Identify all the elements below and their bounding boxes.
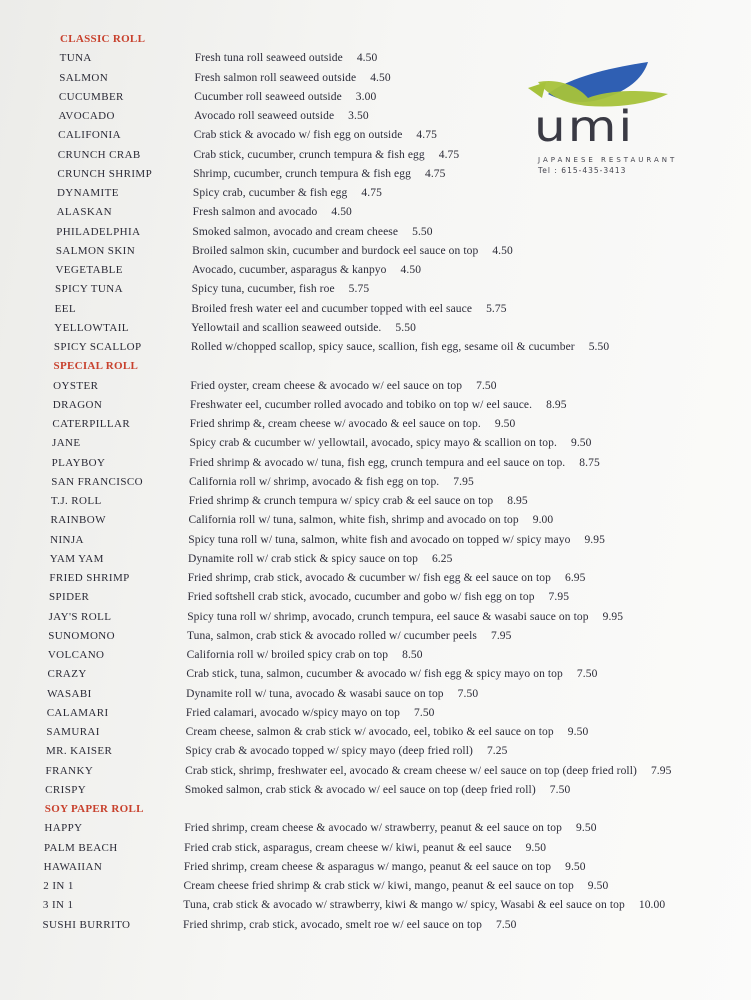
menu-item-name: T.J. ROLL bbox=[50, 495, 102, 507]
menu-item-name: VEGETABLE bbox=[55, 264, 123, 276]
menu-item-price: 7.50 bbox=[549, 783, 571, 796]
menu-item-description: Tuna, salmon, crab stick & avocado rolled w/ cucumber peels bbox=[186, 629, 477, 642]
menu-item-description: Fried shrimp & avocado w/ tuna, fish egg, crunch tempura and eel sauce on top. bbox=[189, 456, 566, 469]
menu-item-price: 3.50 bbox=[348, 110, 369, 122]
menu-item bbox=[51, 492, 528, 511]
menu-item-description: Fried crab stick, asparagus, cream cheese w/ kiwi, peanut & eel sauce bbox=[184, 841, 512, 854]
menu-item-name: EEL bbox=[54, 302, 77, 315]
menu-item-description: Fried shrimp, cream cheese & avocado w/ strawberry, peanut & eel sauce on top bbox=[184, 822, 563, 835]
menu-item-price: 4.50 bbox=[331, 206, 352, 219]
menu-item-description: Dynamite roll w/ crab stick & spicy sauce on top bbox=[187, 552, 418, 565]
menu-item-name: DRAGON bbox=[52, 398, 103, 411]
menu-item-name: SPIDER bbox=[48, 591, 90, 604]
menu-item-name: SPICY SCALLOP bbox=[53, 341, 142, 353]
menu-item-price: 9.50 bbox=[587, 880, 609, 892]
menu-item bbox=[55, 300, 507, 319]
menu-item-name: PHILADELPHIA bbox=[56, 225, 141, 238]
menu-item-description: Yellowtail and scallion seaweed outside. bbox=[191, 321, 382, 334]
menu-item-description: Fried shrimp &, cream cheese w/ avocado & eel sauce on top. bbox=[189, 418, 481, 430]
menu-item-name: 3 IN 1 bbox=[42, 899, 74, 912]
menu-item bbox=[51, 473, 474, 492]
menu-item-description: Crab stick & avocado w/ fish egg on outside bbox=[193, 129, 403, 142]
logo-subtitle: JAPANESE RESTAURANT bbox=[538, 156, 678, 164]
menu-item-name: FRIED SHRIMP bbox=[49, 572, 130, 584]
menu-item-description: Spicy tuna, cucumber, fish roe bbox=[191, 283, 335, 296]
menu-item-price: 9.95 bbox=[584, 533, 605, 546]
menu-item bbox=[59, 88, 376, 107]
menu-item-description: Spicy tuna roll w/ shrimp, avocado, crunch tempura, eel sauce & wasabi sauce on top bbox=[187, 610, 589, 623]
menu-item-price: 7.25 bbox=[486, 745, 508, 758]
menu-item-name: SAMURAI bbox=[46, 726, 100, 738]
menu-item-name: ALASKAN bbox=[56, 206, 112, 219]
menu-item-price: 4.75 bbox=[416, 129, 437, 142]
menu-item-price: 9.95 bbox=[602, 610, 624, 623]
menu-item bbox=[47, 685, 478, 704]
menu-item bbox=[54, 319, 416, 338]
menu-item-name: PLAYBOY bbox=[51, 456, 106, 469]
menu-item bbox=[50, 531, 605, 550]
menu-item-description: Crab stick, shrimp, freshwater eel, avocado & cream cheese w/ eel sauce on top (deep fried roll) bbox=[185, 764, 637, 777]
menu-item-description: Fried shrimp, crab stick, avocado, smelt roe w/ eel sauce on top bbox=[183, 918, 482, 931]
menu-item bbox=[55, 280, 369, 299]
menu-item-price: 9.50 bbox=[576, 822, 597, 835]
menu-item bbox=[56, 242, 513, 261]
menu-item-name: CALIFONIA bbox=[58, 129, 121, 142]
section-heading: CLASSIC ROLL bbox=[60, 33, 146, 45]
menu-item-price: 7.95 bbox=[548, 591, 570, 604]
menu-item bbox=[48, 646, 423, 665]
menu-item-name: HAPPY bbox=[44, 822, 83, 835]
menu-item bbox=[53, 377, 496, 396]
menu-item-description: Crab stick, tuna, salmon, cucumber & avocado w/ fish egg & spicy mayo on top bbox=[186, 668, 563, 681]
menu-item-description: Crab stick, cucumber, crunch tempura & fish egg bbox=[193, 148, 425, 161]
menu-item-description: Spicy tuna roll w/ tuna, salmon, white fish and avocado on topped w/ spicy mayo bbox=[188, 533, 571, 546]
menu-item-name: 2 IN 1 bbox=[43, 880, 74, 892]
menu-item-price: 10.00 bbox=[638, 899, 666, 912]
menu-item-price: 9.50 bbox=[565, 860, 586, 873]
menu-item bbox=[50, 550, 453, 569]
menu-item-price: 7.95 bbox=[650, 764, 672, 777]
menu-item-name: OYSTER bbox=[53, 379, 99, 392]
menu-item-description: Avocado, cucumber, asparagus & kanpyo bbox=[191, 264, 387, 276]
menu-item-price: 6.25 bbox=[431, 552, 453, 565]
section-heading: SPECIAL ROLL bbox=[53, 360, 139, 373]
menu-item bbox=[60, 49, 378, 68]
menu-item bbox=[54, 338, 609, 357]
menu-item bbox=[47, 665, 597, 684]
menu-item-description: Fresh tuna roll seaweed outside bbox=[194, 52, 343, 65]
menu-item bbox=[58, 107, 368, 126]
menu-item-description: Spicy crab & avocado topped w/ spicy mayo (deep fried roll) bbox=[185, 745, 473, 758]
menu-item bbox=[51, 511, 554, 530]
menu-item bbox=[53, 396, 567, 415]
menu-item-price: 7.95 bbox=[453, 475, 474, 488]
menu-item-name: DYNAMITE bbox=[56, 187, 119, 199]
menu-item-name: TUNA bbox=[59, 52, 92, 65]
menu-item-price: 9.00 bbox=[532, 514, 554, 527]
menu-item-price: 4.50 bbox=[356, 52, 378, 65]
menu-item-name: SALMON SKIN bbox=[55, 244, 136, 257]
menu-item-price: 8.95 bbox=[507, 495, 528, 507]
menu-item-description: California roll w/ shrimp, avocado & fish egg on top. bbox=[189, 475, 440, 488]
menu-item bbox=[46, 723, 588, 742]
menu-item-price: 9.50 bbox=[567, 726, 589, 738]
menu-item-name: SPICY TUNA bbox=[55, 283, 123, 296]
menu-item-price: 4.75 bbox=[438, 148, 460, 161]
menu-item-name: SUSHI BURRITO bbox=[42, 918, 131, 931]
menu-item-price: 3.00 bbox=[355, 90, 377, 103]
menu-item-name: YAM YAM bbox=[49, 552, 104, 565]
menu-item-price: 4.75 bbox=[361, 187, 382, 199]
menu-item-price: 5.75 bbox=[348, 283, 370, 296]
logo-phone: Tel : 615-435-3413 bbox=[538, 166, 627, 175]
menu-item-description: Fried shrimp & crunch tempura w/ spicy crab & eel sauce on top bbox=[188, 495, 494, 507]
menu-item-name: FRANKY bbox=[45, 764, 94, 777]
menu-item-description: California roll w/ broiled spicy crab on top bbox=[186, 649, 389, 661]
menu-item bbox=[58, 146, 460, 165]
menu-item-name: VOLCANO bbox=[47, 649, 105, 661]
menu-item-name: RAINBOW bbox=[50, 514, 106, 527]
menu-item-name: JAY'S ROLL bbox=[48, 610, 112, 623]
menu-item-description: Cream cheese fried shrimp & crab stick w/ kiwi, mango, peanut & eel sauce on top bbox=[183, 880, 574, 892]
menu-item-description: Fresh salmon roll seaweed outside bbox=[194, 71, 357, 84]
menu-item bbox=[55, 261, 421, 280]
menu-item-description: Smoked salmon, avocado and cream cheese bbox=[192, 225, 399, 238]
menu-item-name: CUCUMBER bbox=[58, 90, 124, 103]
menu-item-price: 5.75 bbox=[486, 302, 507, 315]
menu-item-price: 7.50 bbox=[457, 687, 479, 700]
menu-item-description: Rolled w/chopped scallop, spicy sauce, scallion, fish egg, sesame oil & cucumber bbox=[190, 341, 575, 353]
menu-item-description: Broiled fresh water eel and cucumber topped with eel sauce bbox=[191, 302, 473, 315]
menu-item bbox=[52, 454, 600, 473]
menu-item bbox=[48, 627, 511, 646]
menu-item bbox=[45, 781, 570, 800]
menu-item bbox=[57, 184, 382, 203]
menu-item-name: JANE bbox=[52, 437, 81, 450]
logo-wordmark: umi bbox=[534, 102, 635, 152]
menu-item-price: 9.50 bbox=[494, 418, 516, 430]
menu-item bbox=[44, 839, 546, 858]
menu-item-name: NINJA bbox=[50, 533, 84, 546]
menu-item-name: WASABI bbox=[47, 687, 92, 700]
menu-item bbox=[49, 608, 624, 627]
menu-item-description: Tuna, crab stick & avocado w/ strawberry, kiwi & mango w/ spicy, Wasabi & eel sauce on top bbox=[183, 899, 625, 912]
menu-item-name: CALAMARI bbox=[46, 706, 109, 719]
menu-item-description: Fried oyster, cream cheese & avocado w/ eel sauce on top bbox=[190, 379, 463, 392]
menu-item-price: 4.50 bbox=[400, 264, 422, 276]
menu-item-price: 6.95 bbox=[564, 572, 586, 584]
menu-item bbox=[49, 588, 569, 607]
menu-item-description: Fried calamari, avocado w/spicy mayo on top bbox=[185, 706, 400, 719]
menu-item bbox=[57, 203, 352, 222]
menu-item-name: CRAZY bbox=[47, 668, 87, 681]
menu-item-description: Smoked salmon, crab stick & avocado w/ eel sauce on top (deep fried roll) bbox=[184, 783, 536, 796]
menu-item bbox=[47, 704, 435, 723]
section-heading: SOY PAPER ROLL bbox=[44, 803, 144, 815]
menu-item bbox=[59, 69, 390, 88]
menu-item-description: Fried shrimp, cream cheese & asparagus w/ mango, peanut & eel sauce on top bbox=[183, 860, 552, 873]
menu-item-price: 8.50 bbox=[402, 649, 423, 661]
menu-item-price: 8.75 bbox=[579, 456, 600, 469]
menu-item-price: 4.50 bbox=[370, 71, 391, 84]
menu-item-description: California roll w/ tuna, salmon, white fish, shrimp and avocado on top bbox=[188, 514, 519, 527]
menu-item bbox=[52, 415, 515, 434]
menu-item bbox=[43, 916, 517, 935]
menu-item-description: Fresh salmon and avocado bbox=[192, 206, 318, 219]
menu-item-price: 4.75 bbox=[424, 167, 446, 180]
menu-item bbox=[43, 896, 665, 915]
menu-item-description: Dynamite roll w/ tuna, avocado & wasabi sauce on top bbox=[186, 687, 444, 700]
menu-item-description: Cucumber roll seaweed outside bbox=[194, 90, 342, 103]
menu-item bbox=[43, 877, 608, 896]
menu-item bbox=[44, 858, 586, 877]
menu-item-name: AVOCADO bbox=[58, 110, 115, 122]
menu-item-description: Fried softshell crab stick, avocado, cucumber and gobo w/ fish egg on top bbox=[187, 591, 535, 604]
menu-item bbox=[52, 434, 591, 453]
menu-item-price: 7.50 bbox=[476, 379, 497, 392]
menu-item-price: 7.50 bbox=[414, 706, 435, 719]
menu-item-price: 4.50 bbox=[492, 244, 513, 257]
menu-item-name: SUNOMONO bbox=[48, 629, 115, 642]
menu-item-description: Shrimp, cucumber, crunch tempura & fish egg bbox=[193, 167, 411, 180]
menu-item-price: 9.50 bbox=[570, 437, 592, 450]
menu-item-name: CRISPY bbox=[45, 783, 87, 796]
menu-item-description: Avocado roll seaweed outside bbox=[193, 110, 335, 122]
menu-item-price: 7.50 bbox=[495, 918, 517, 931]
menu-item bbox=[49, 569, 585, 588]
menu-item-name: SALMON bbox=[59, 71, 109, 84]
menu-item-description: Freshwater eel, cucumber rolled avocado and tobiko on top w/ eel sauce. bbox=[190, 398, 533, 411]
menu-item bbox=[57, 165, 445, 184]
menu-item-description: Cream cheese, salmon & crab stick w/ avocado, eel, tobiko & eel sauce on top bbox=[185, 726, 554, 738]
menu-item bbox=[56, 223, 432, 242]
menu-item-description: Broiled salmon skin, cucumber and burdock eel sauce on top bbox=[192, 244, 479, 257]
menu-item-price: 8.95 bbox=[546, 398, 567, 411]
menu-item-price: 5.50 bbox=[395, 321, 416, 334]
menu-item-price: 7.95 bbox=[490, 629, 512, 642]
menu-item-name: CRUNCH CRAB bbox=[57, 148, 141, 161]
menu-item bbox=[46, 762, 672, 781]
menu-item-description: Fried shrimp, crab stick, avocado & cucumber w/ fish egg & eel sauce on top bbox=[187, 572, 551, 584]
restaurant-logo bbox=[528, 58, 688, 178]
menu-item-price: 7.50 bbox=[576, 668, 598, 681]
menu-item-description: Spicy crab, cucumber & fish egg bbox=[192, 187, 348, 199]
menu-item-name: HAWAIIAN bbox=[43, 860, 103, 873]
menu-item-price: 5.50 bbox=[588, 341, 610, 353]
menu-item-name: CATERPILLAR bbox=[52, 418, 131, 430]
menu-item-name: MR. KAISER bbox=[45, 745, 113, 758]
menu-item-description: Spicy crab & cucumber w/ yellowtail, avocado, spicy mayo & scallion on top. bbox=[189, 437, 557, 450]
menu-item-name: PALM BEACH bbox=[44, 841, 118, 854]
menu-item bbox=[44, 819, 596, 838]
menu-item-name: CRUNCH SHRIMP bbox=[57, 167, 153, 180]
menu-item-price: 5.50 bbox=[412, 225, 433, 238]
menu-item-name: YELLOWTAIL bbox=[54, 321, 129, 334]
menu-item-price: 9.50 bbox=[525, 841, 547, 854]
menu-item bbox=[58, 126, 437, 145]
menu-item-name: SAN FRANCISCO bbox=[51, 475, 143, 488]
menu-item bbox=[46, 742, 508, 761]
